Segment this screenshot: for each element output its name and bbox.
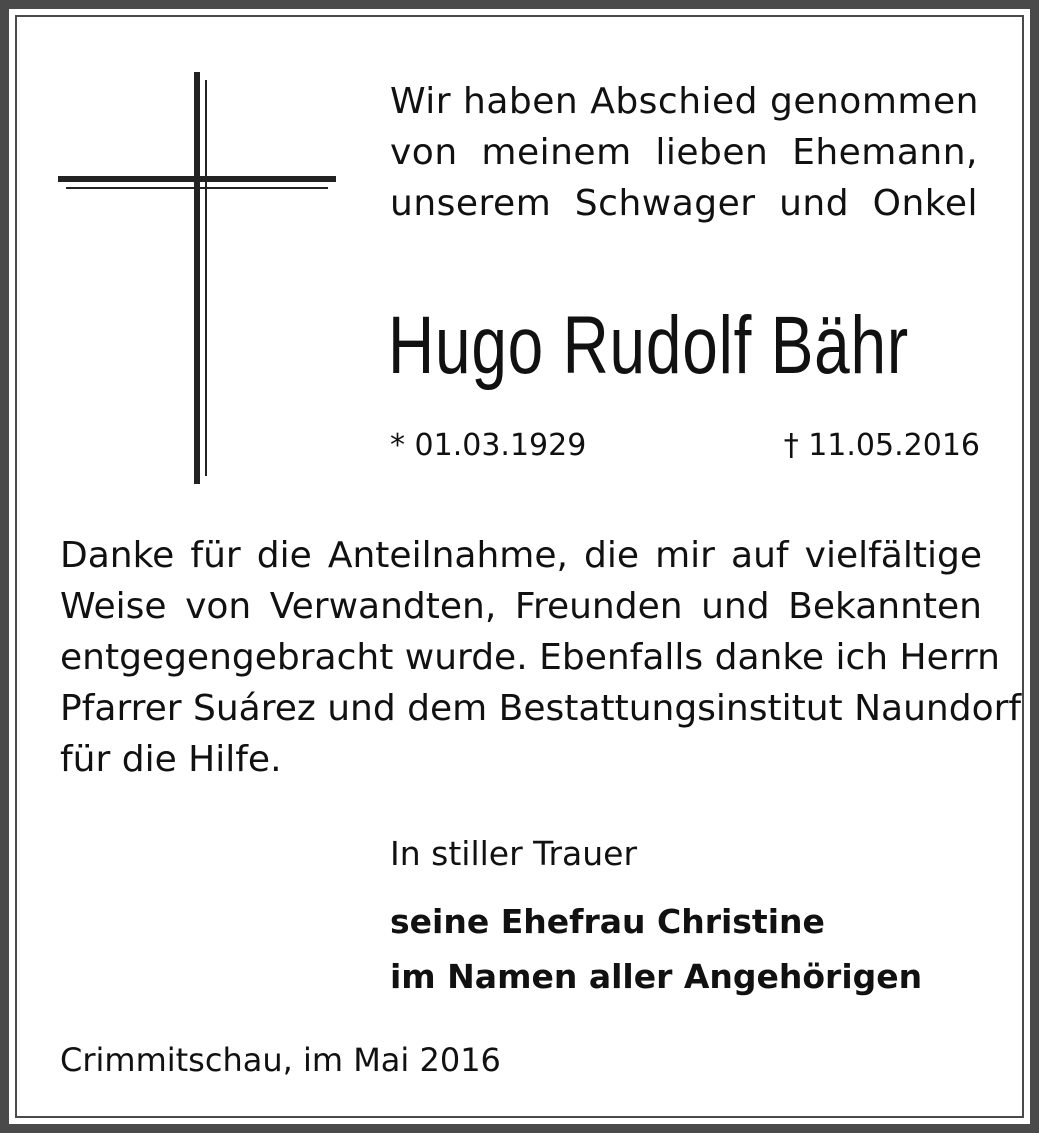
deceased-name: Hugo Rudolf Bähr <box>388 300 909 391</box>
intro-line: von meinem lieben Ehemann, <box>390 132 978 173</box>
thanks-line: Pfarrer Suárez und dem Bestattungsinstitut Naundorf <box>60 688 1022 729</box>
thanks-line: Danke für die Anteilnahme, die mir auf vielfältige <box>60 535 982 576</box>
death-date: † 11.05.2016 <box>783 428 980 463</box>
place-date: Crimmitschau, im Mai 2016 <box>60 1041 501 1079</box>
intro-line: unserem Schwager und Onkel <box>390 183 978 224</box>
mourning-phrase: In stiller Trauer <box>390 834 638 873</box>
birth-date: * 01.03.1929 <box>390 428 587 463</box>
family-signature <box>390 894 922 1004</box>
intro-line: Wir haben Abschied genommen <box>390 81 979 122</box>
thanks-line: Weise von Verwandten, Freunden und Bekannten <box>60 586 982 627</box>
thanks-line: für die Hilfe. <box>60 739 282 780</box>
family-line: im Namen aller Angehörigen <box>390 957 923 996</box>
farewell-intro <box>390 76 978 229</box>
thanks-paragraph <box>60 530 1022 785</box>
thanks-line: entgegengebracht wurde. Ebenfalls danke ich Herrn <box>60 637 1000 678</box>
cross-icon <box>56 72 338 484</box>
family-line: seine Ehefrau Christine <box>390 902 825 941</box>
